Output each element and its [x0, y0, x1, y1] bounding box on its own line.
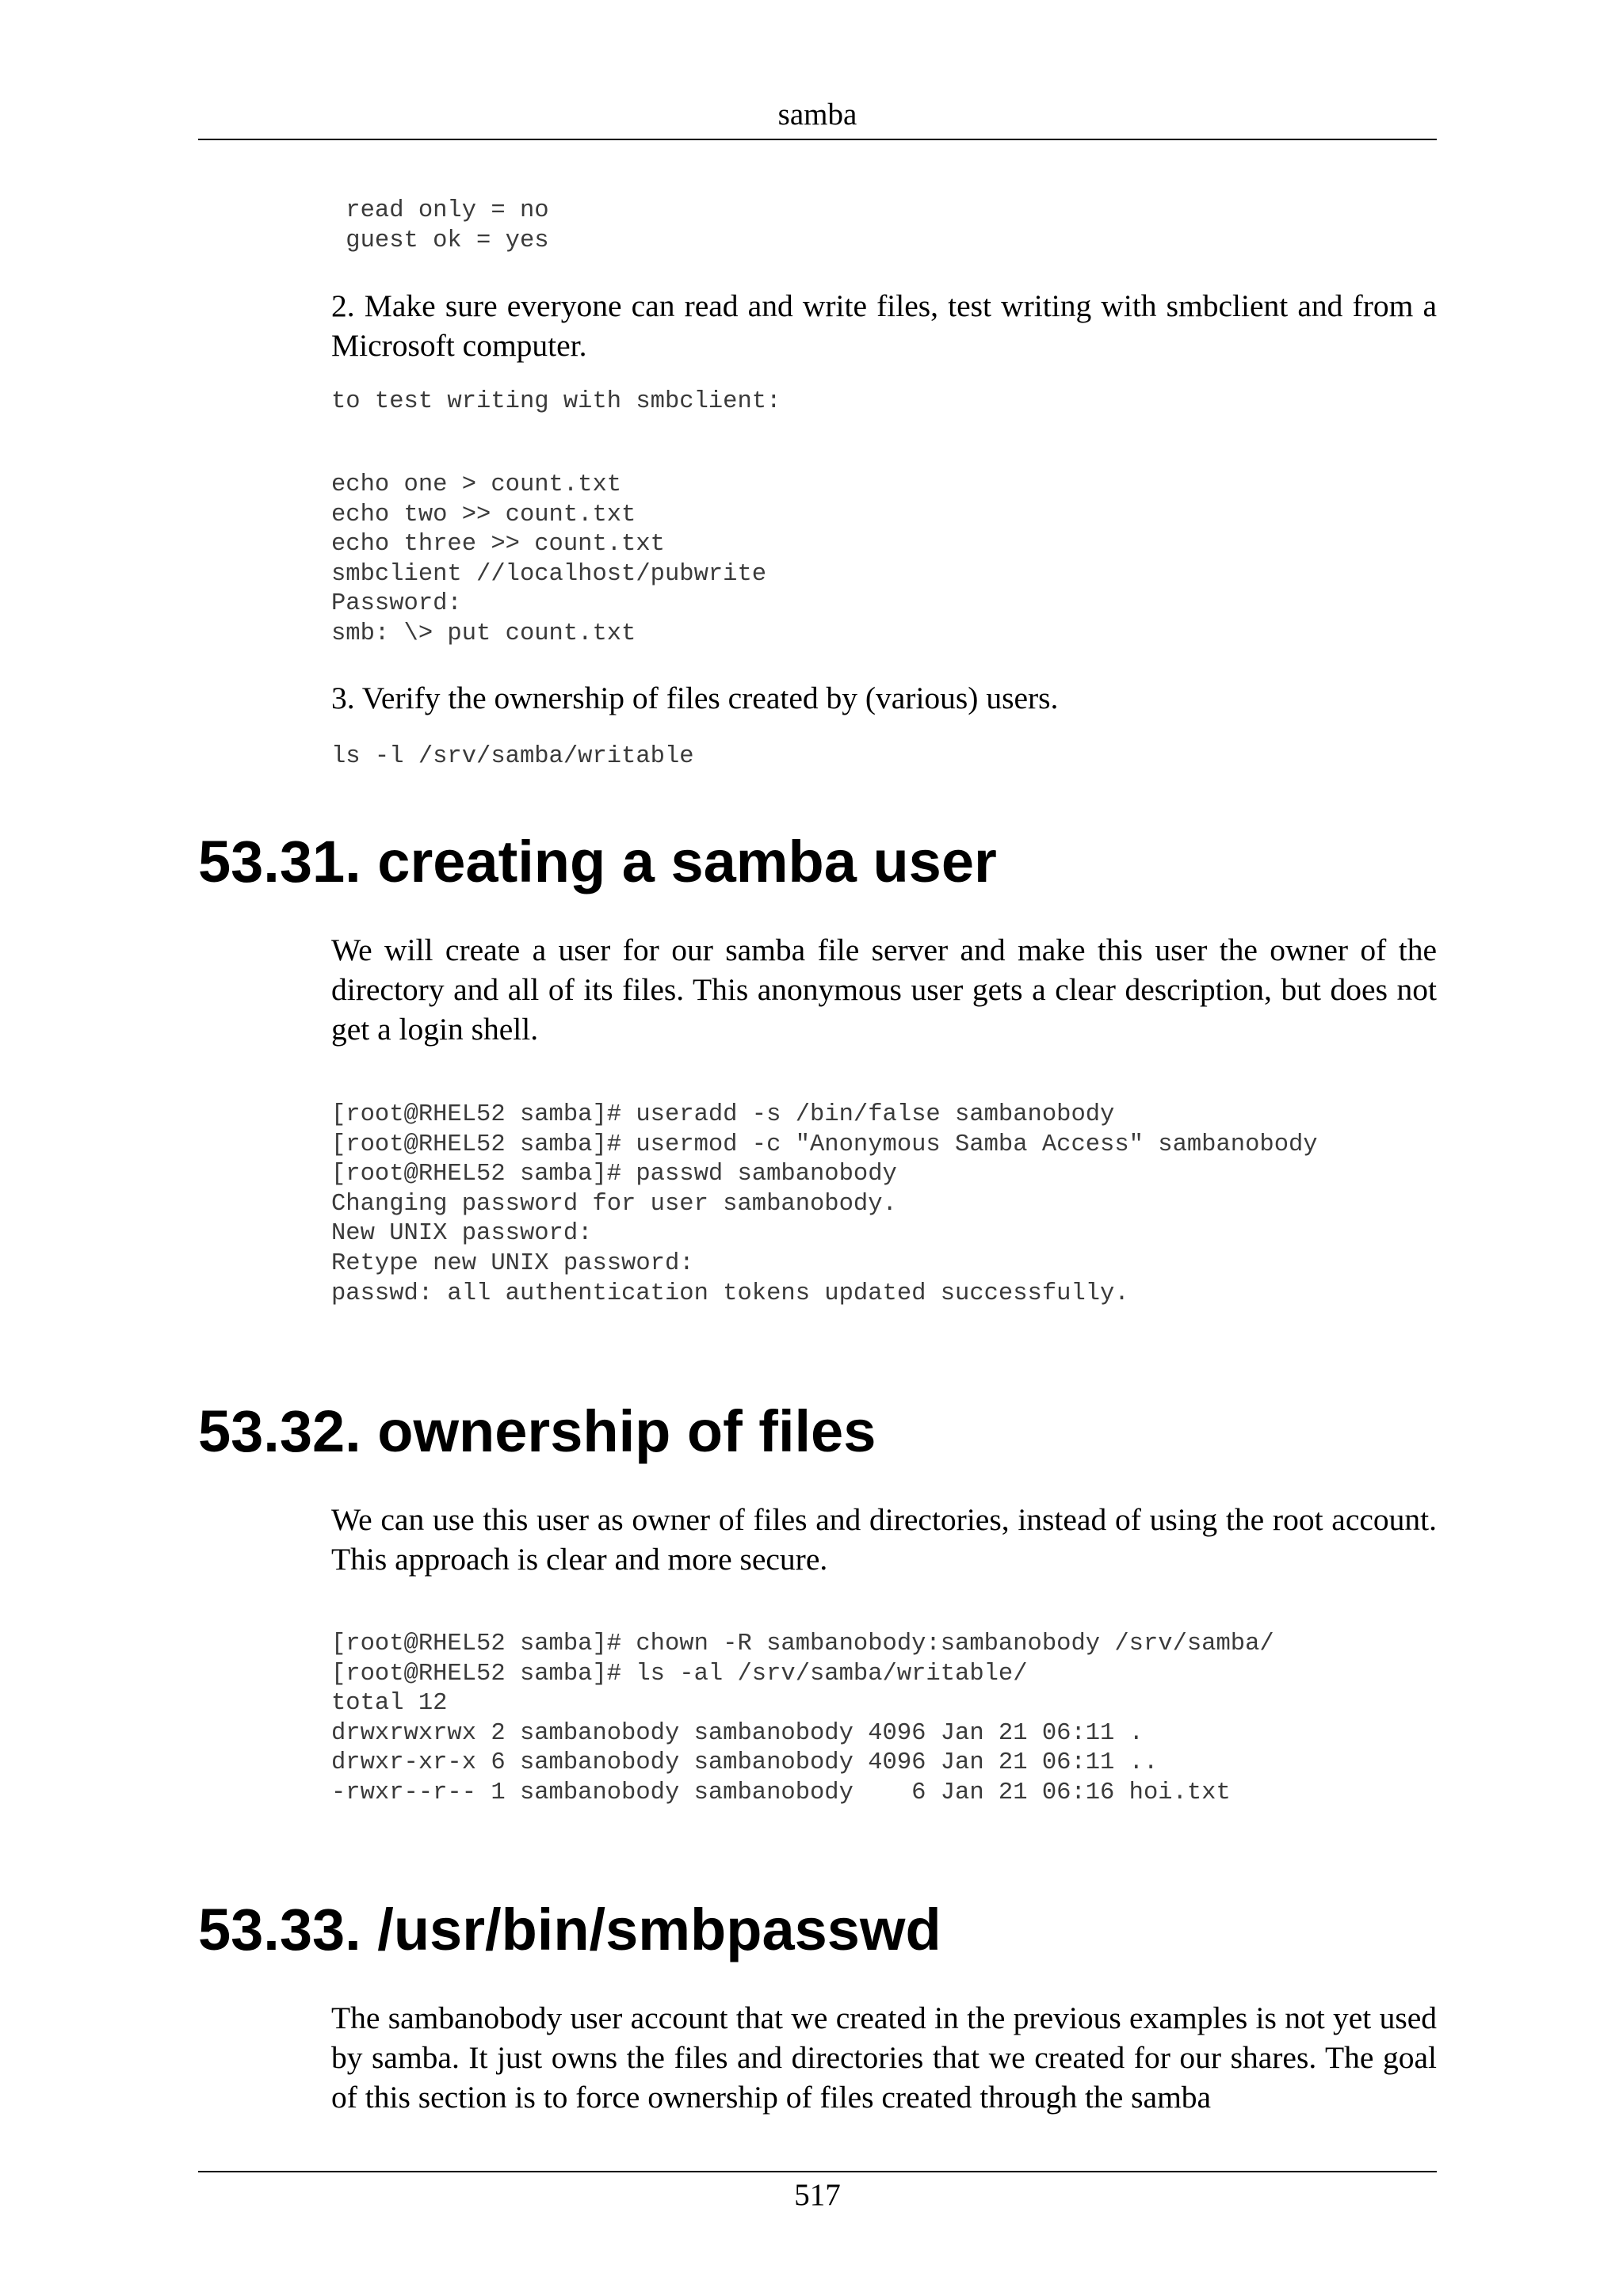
- code-block-test-note: [331, 387, 781, 418]
- code-line: read only = no: [331, 197, 549, 224]
- section-heading-53-33: 53.33. /usr/bin/smbpasswd: [198, 1897, 941, 1962]
- code-line: Password:: [331, 590, 462, 618]
- code-line: drwxr-xr-x 6 sambanobody sambanobody 4096 Jan 21 06:11 ..: [331, 1749, 1159, 1777]
- code-line: ls -l /srv/samba/writable: [331, 743, 694, 770]
- code-block-ls: [331, 742, 694, 772]
- step-3-text: 3. Verify the ownership of files created by (various) users.: [331, 681, 1059, 715]
- section-53-32-paragraph: We can use this user as owner of files and directories, instead of using the root account. This approach is clear and more secure.: [331, 1502, 1437, 1577]
- section-heading-53-31: 53.31. creating a samba user: [198, 829, 997, 894]
- code-line: Changing password for user sambanobody.: [331, 1190, 897, 1218]
- code-line: -rwxr--r-- 1 sambanobody sambanobody 6 Jan 21 06:16 hoi.txt: [331, 1779, 1231, 1806]
- code-line: Retype new UNIX password:: [331, 1249, 694, 1277]
- code-line: echo three >> count.txt: [331, 531, 665, 559]
- code-line: passwd: all authentication tokens updated successfully.: [331, 1280, 1129, 1307]
- code-line: smbclient //localhost/pubwrite: [331, 560, 767, 588]
- code-line: guest ok = yes: [331, 227, 549, 254]
- header-rule: [198, 139, 1437, 140]
- code-line: drwxrwxrwx 2 sambanobody sambanobody 4096 Jan 21 06:11 .: [331, 1719, 1144, 1747]
- page-number: 517: [794, 2178, 841, 2212]
- section-53-33-paragraph: The sambanobody user account that we created in the previous examples is not yet used by samba. It just owns the files and directories that we created for our shares. The goal of this section is to force ownership of files created through the samba: [331, 2000, 1437, 2115]
- code-block-share-options: [331, 196, 549, 256]
- code-line: [root@RHEL52 samba]# chown -R sambanobody:sambanobody /srv/samba/: [331, 1630, 1274, 1657]
- code-line: [root@RHEL52 samba]# usermod -c "Anonymous Samba Access" sambanobody: [331, 1131, 1318, 1158]
- footer-rule: [198, 2171, 1437, 2172]
- code-line: total 12: [331, 1690, 448, 1718]
- code-line: [root@RHEL52 samba]# ls -al /srv/samba/writable/: [331, 1660, 1028, 1688]
- step-2-text: 2. Make sure everyone can read and write files, test writing with smbclient and from a Microsoft computer.: [331, 288, 1437, 363]
- code-line: smb: \> put count.txt: [331, 620, 636, 647]
- code-line: to test writing with smbclient:: [331, 388, 781, 415]
- code-block-smbclient: [331, 471, 766, 650]
- code-line: New UNIX password:: [331, 1220, 593, 1248]
- section-53-31-paragraph: We will create a user for our samba file server and make this user the owner of the directory and all of its files. This anonymous user gets a clear description, but does not get a login shell.: [331, 933, 1437, 1047]
- code-line: [root@RHEL52 samba]# passwd sambanobody: [331, 1161, 897, 1188]
- code-line: echo one > count.txt: [331, 471, 622, 498]
- code-line: [root@RHEL52 samba]# useradd -s /bin/false sambanobody: [331, 1101, 1115, 1128]
- section-heading-53-32: 53.32. ownership of files: [198, 1398, 876, 1464]
- running-header: samba: [777, 97, 857, 132]
- code-block-chown: [331, 1630, 1274, 1809]
- code-block-useradd: [331, 1100, 1318, 1309]
- code-line: echo two >> count.txt: [331, 501, 636, 528]
